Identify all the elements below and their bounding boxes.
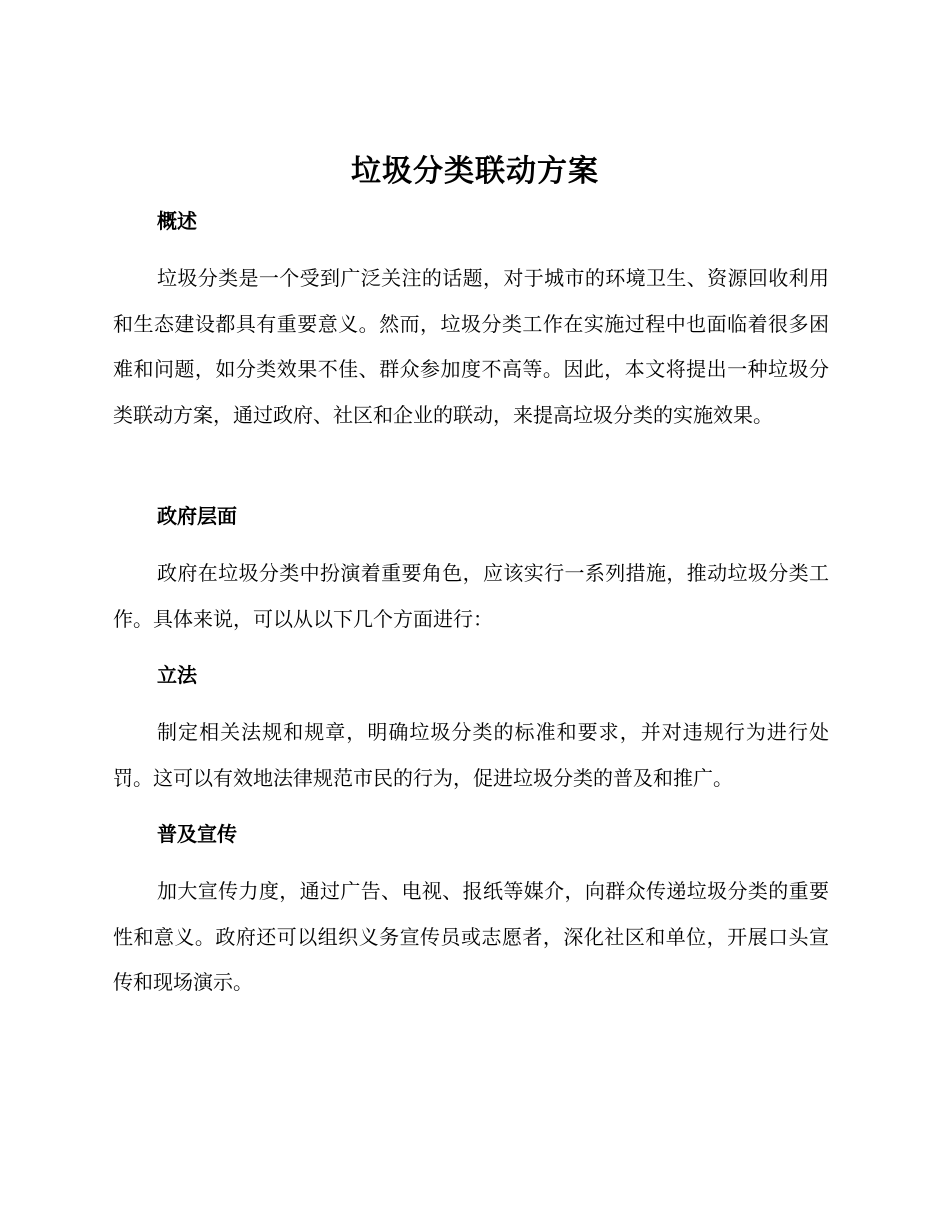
section-heading-government: 政府层面 (157, 504, 237, 528)
section-paragraph-legislation: 制定相关法规和规章，明确垃圾分类的标准和要求，并对违规行为进行处罚。这可以有效地法律规范市民的行为，促进垃圾分类的普及和推广。 (113, 720, 829, 790)
section-paragraph-government: 政府在垃圾分类中扮演着重要角色，应该实行一系列措施，推动垃圾分类工作。具体来说，可以从以下几个方面进行： (113, 561, 829, 631)
document-title: 垃圾分类联动方案 (351, 154, 599, 189)
section-paragraph-overview: 垃圾分类是一个受到广泛关注的话题，对于城市的环境卫生、资源回收利用和生态建设都具有重要意义。然而，垃圾分类工作在实施过程中也面临着很多困难和问题，如分类效果不佳、群众参加度不高等。因此，本文将提出一种垃圾分类联动方案，通过政府、社区和企业的联动，来提高垃圾分类的实施效果。 (113, 266, 829, 427)
section-heading-legislation: 立法 (157, 663, 197, 687)
section-heading-overview: 概述 (157, 209, 197, 233)
section-heading-publicity: 普及宣传 (157, 822, 237, 846)
section-paragraph-publicity: 加大宣传力度，通过广告、电视、报纸等媒介，向群众传递垃圾分类的重要性和意义。政府还可以组织义务宣传员或志愿者，深化社区和单位，开展口头宣传和现场演示。 (113, 879, 829, 994)
